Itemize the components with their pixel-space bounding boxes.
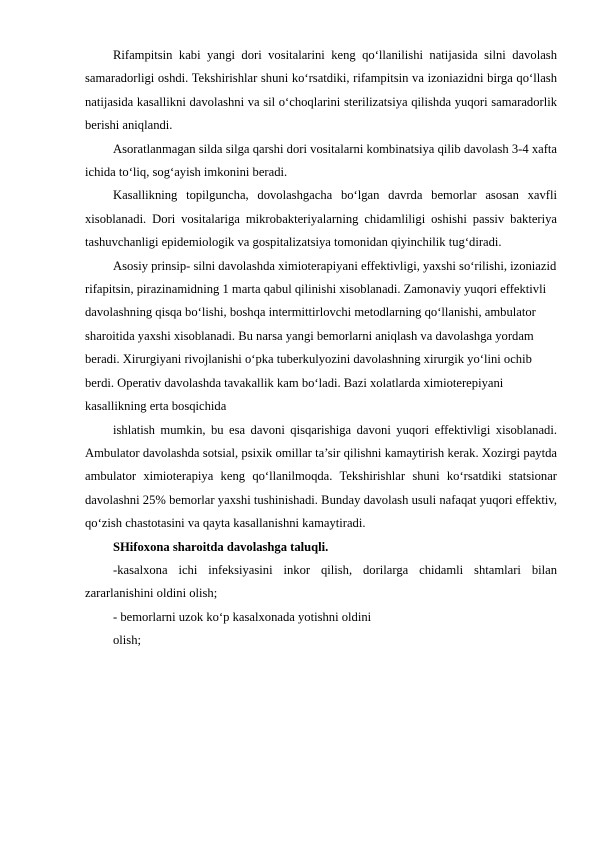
section-heading: SHifoxona sharoitda davolashga taluqli.	[113, 539, 329, 554]
paragraph-asosiy-prinsip: Asosiy prinsip- silni davolashda ximioterapiyani effektivligi, yaxshi so‘rilishi, izoniazid rifapitsin, pirazinamidning 1 marta qabul qilinishi xisoblanadi. Zamonaviy yuqori effektivli davolashning qisqa bo‘lishi, boshqa intermittirlovchi metodlarning qo‘llanishi, ambulator sharoitida yaxshi xisoblanadi. Bu narsa yangi bemorlarni aniqlash va davolashga yordam beradi. Xirurgiyani rivojlanishi o‘pka tuberkulyozini davolashning xirurgik yo‘lini ochib berdi. Operativ davolashda tavakallik kam bo‘ladi. Bazi xolatlarda ximioterepiyani kasallikning erta bosqichida	[85, 258, 557, 414]
paragraph-ishlatish: ishlatish mumkin, bu esa davoni qisqarishiga davoni yuqori effektivligi xisoblanadi. Ambulator davolashda sotsial, psixik omillar ta’sir qilishni kamaytirish kerak. Xozirgi paytda ambulator ximioterapiya keng qo‘llanilmoqda. Tekshirishlar shuni ko‘rsatdiki statsionar davolashni 25% bemorlar yaxshi tushinishadi. Bunday davolash usuli nafaqat yuqori effektiv, qo‘zish chastotasini va qayta kasallanishni kamaytiradi.	[85, 422, 557, 531]
list-item: - bemorlarni uzok ko‘p kasalxonada yotishni oldini	[113, 609, 372, 624]
list-item: olish;	[113, 633, 141, 648]
document-page	[85, 44, 557, 653]
paragraph-kasallikning: Kasallikning topilguncha, dovolashgacha bo‘lgan davrda bemorlar asosan xavfli xisoblanadi. Dori vositalariga mikrobakteriyalarning chidamliligi oshishi passiv bakteriya tashuvchanligi epidemiologik va gospitalizatsiya tomonidan qiyinchilik tug‘diradi.	[85, 188, 557, 250]
paragraph-asoratlanmagan: Asoratlanmagan silda silga qarshi dori vositalarni kombinatsiya qilib davolash 3-4 xafta ichida to‘liq, sog‘ayish imkonini beradi.	[85, 141, 557, 180]
paragraph-rifampitsin: Rifampitsin kabi yangi dori vositalarini keng qo‘llanilishi natijasida silni davolash samaradorligi oshdi. Tekshirishlar shuni ko‘rsatdiki, rifampitsin va izoniazidni birga qo‘llash natijasida kasallikni davolashni va sil o‘choqlarini sterilizatsiya qilishda yuqori samaradorlik berishi aniqlandi.	[85, 48, 557, 133]
list-item: -kasalxona ichi infeksiyasini inkor qilish, dorilarga chidamli shtamlari bilan zararlanishini oldini olish;	[85, 562, 557, 601]
